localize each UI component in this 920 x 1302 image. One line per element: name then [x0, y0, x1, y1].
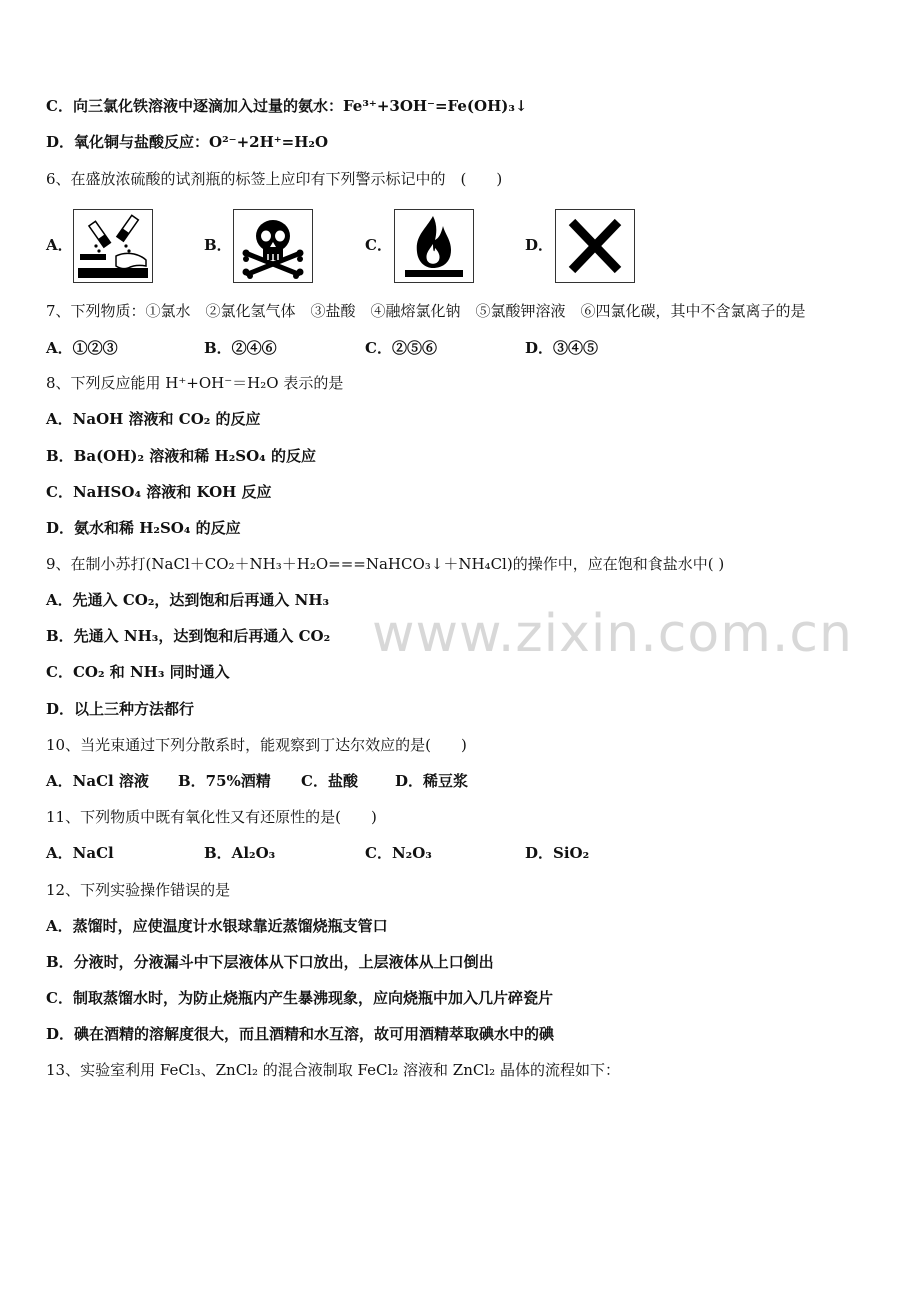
q10-option-a: A．NaCl 溶液: [46, 772, 149, 790]
q7-stem: 7、下列物质：①氯水 ②氯化氢气体 ③盐酸 ④融熔氯化钠 ⑤氯酸钾溶液 ⑥四氯化碳，其中不含氯离子的是: [46, 302, 806, 320]
q11-option-b: B．Al₂O₃: [204, 844, 276, 862]
q10-stem: 10、当光束通过下列分散系时，能观察到丁达尔效应的是( ): [46, 736, 467, 754]
q6-option-b-label: B．: [204, 236, 232, 254]
q7-option-d: D．③④⑤: [525, 339, 599, 357]
watermark: www.zixin.com.cn: [372, 604, 853, 664]
toxic-skull-icon: [233, 209, 313, 283]
q11-stem: 11、下列物质中既有氧化性又有还原性的是( ): [46, 808, 377, 826]
q7-option-c: C．②⑤⑥: [365, 339, 437, 357]
q8-option-d: D．氨水和稀 H₂SO₄ 的反应: [46, 519, 241, 537]
q8-option-c: C．NaHSO₄ 溶液和 KOH 反应: [46, 483, 272, 501]
q6-option-d-label: D．: [525, 236, 554, 254]
q10-option-c: C．盐酸: [301, 772, 358, 790]
q13-stem: 13、实验室利用 FeCl₃、ZnCl₂ 的混合液制取 FeCl₂ 溶液和 ZnCl₂ 晶体的流程如下：: [46, 1061, 620, 1079]
q6-option-a-label: A．: [46, 236, 73, 254]
q12-option-b: B．分液时，分液漏斗中下层液体从下口放出，上层液体从上口倒出: [46, 953, 494, 971]
q5-option-d: D．氧化铜与盐酸反应：O²⁻+2H⁺=H₂O: [46, 133, 329, 151]
q6-option-c-label: C．: [365, 236, 392, 254]
harmful-x-icon: [555, 209, 635, 283]
q8-stem: 8、下列反应能用 H⁺+OH⁻＝H₂O 表示的是: [46, 374, 344, 392]
q7-option-b: B．②④⑥: [204, 339, 277, 357]
q9-option-c: C．CO₂ 和 NH₃ 同时通入: [46, 663, 230, 681]
q10-option-d: D．稀豆浆: [395, 772, 469, 790]
q10-option-b: B．75%酒精: [178, 772, 271, 790]
q11-option-a: A．NaCl: [46, 844, 114, 862]
q11-option-c: C．N₂O₃: [365, 844, 432, 862]
q12-option-c: C．制取蒸馏水时，为防止烧瓶内产生暴沸现象，应向烧瓶中加入几片碎瓷片: [46, 989, 553, 1007]
q12-option-a: A．蒸馏时，应使温度计水银球靠近蒸馏烧瓶支管口: [46, 917, 388, 935]
q9-option-b: B．先通入 NH₃，达到饱和后再通入 CO₂: [46, 627, 331, 645]
q6-stem: 6、在盛放浓硫酸的试剂瓶的标签上应印有下列警示标记中的 ( ): [46, 170, 503, 188]
flammable-icon: [394, 209, 474, 283]
q12-stem: 12、下列实验操作错误的是: [46, 881, 231, 899]
q9-stem: 9、在制小苏打(NaCl＋CO₂＋NH₃＋H₂O===NaHCO₃↓＋NH₄Cl)的操作中，应在饱和食盐水中( ): [46, 555, 725, 573]
corrosive-icon: [73, 209, 153, 283]
q9-option-d: D．以上三种方法都行: [46, 700, 195, 718]
q12-option-d: D．碘在酒精的溶解度很大，而且酒精和水互溶，故可用酒精萃取碘水中的碘: [46, 1025, 555, 1043]
q11-option-d: D．SiO₂: [525, 844, 590, 862]
q7-option-a: A．①②③: [46, 339, 118, 357]
q8-option-b: B．Ba(OH)₂ 溶液和稀 H₂SO₄ 的反应: [46, 447, 316, 465]
q9-option-a: A．先通入 CO₂，达到饱和后再通入 NH₃: [46, 591, 330, 609]
q8-option-a: A．NaOH 溶液和 CO₂ 的反应: [46, 410, 261, 428]
q5-option-c: C．向三氯化铁溶液中逐滴加入过量的氨水：Fe³⁺+3OH⁻=Fe(OH)₃↓: [46, 97, 528, 115]
